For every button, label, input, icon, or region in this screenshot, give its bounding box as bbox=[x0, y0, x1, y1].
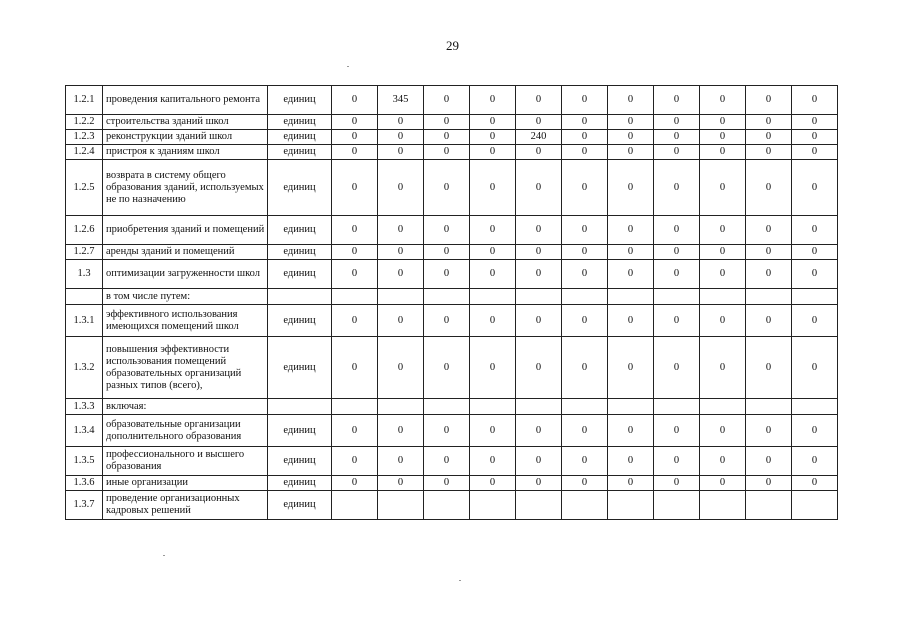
value-cell: 0 bbox=[608, 115, 654, 130]
row-description: проведение организационных кадровых решений bbox=[103, 491, 268, 520]
value-cell bbox=[378, 289, 424, 305]
row-code: 1.3.3 bbox=[66, 399, 103, 415]
value-cell bbox=[516, 399, 562, 415]
value-cell: 0 bbox=[654, 245, 700, 260]
row-description: иные организации bbox=[103, 476, 268, 491]
row-code: 1.3.2 bbox=[66, 337, 103, 399]
table-row bbox=[66, 399, 838, 415]
value-cell: 0 bbox=[470, 260, 516, 289]
value-cell bbox=[378, 491, 424, 520]
value-cell: 0 bbox=[378, 476, 424, 491]
row-unit: единиц bbox=[268, 415, 332, 447]
value-cell: 0 bbox=[332, 130, 378, 145]
value-cell: 0 bbox=[378, 130, 424, 145]
value-cell: 0 bbox=[378, 447, 424, 476]
value-cell: 0 bbox=[608, 337, 654, 399]
value-cell: 0 bbox=[746, 305, 792, 337]
value-cell: 0 bbox=[470, 145, 516, 160]
value-cell: 0 bbox=[424, 476, 470, 491]
value-cell: 0 bbox=[562, 260, 608, 289]
value-cell bbox=[700, 289, 746, 305]
value-cell: 0 bbox=[378, 115, 424, 130]
value-cell: 0 bbox=[654, 86, 700, 115]
value-cell bbox=[516, 289, 562, 305]
table-row bbox=[66, 115, 838, 130]
value-cell: 0 bbox=[332, 305, 378, 337]
row-code: 1.2.4 bbox=[66, 145, 103, 160]
value-cell: 0 bbox=[470, 305, 516, 337]
value-cell: 0 bbox=[424, 260, 470, 289]
row-code: 1.3.1 bbox=[66, 305, 103, 337]
value-cell bbox=[654, 491, 700, 520]
table-row bbox=[66, 476, 838, 491]
table-row bbox=[66, 86, 838, 115]
value-cell: 0 bbox=[470, 476, 516, 491]
value-cell: 0 bbox=[424, 245, 470, 260]
value-cell bbox=[654, 289, 700, 305]
value-cell bbox=[470, 289, 516, 305]
value-cell bbox=[608, 491, 654, 520]
value-cell: 0 bbox=[516, 476, 562, 491]
row-description: оптимизации загруженности школ bbox=[103, 260, 268, 289]
value-cell: 0 bbox=[608, 160, 654, 216]
value-cell: 0 bbox=[746, 216, 792, 245]
row-code: 1.2.1 bbox=[66, 86, 103, 115]
value-cell: 0 bbox=[332, 447, 378, 476]
value-cell: 0 bbox=[332, 245, 378, 260]
value-cell bbox=[746, 289, 792, 305]
value-cell: 0 bbox=[746, 447, 792, 476]
value-cell bbox=[562, 491, 608, 520]
row-unit: единиц bbox=[268, 216, 332, 245]
value-cell: 0 bbox=[654, 145, 700, 160]
value-cell: 0 bbox=[562, 145, 608, 160]
value-cell bbox=[332, 289, 378, 305]
value-cell: 0 bbox=[608, 145, 654, 160]
row-unit: единиц bbox=[268, 145, 332, 160]
scan-speck bbox=[163, 555, 165, 556]
value-cell: 0 bbox=[700, 145, 746, 160]
table-row bbox=[66, 130, 838, 145]
value-cell: 0 bbox=[516, 305, 562, 337]
value-cell: 0 bbox=[654, 305, 700, 337]
row-unit bbox=[268, 399, 332, 415]
value-cell: 0 bbox=[792, 245, 838, 260]
value-cell: 0 bbox=[746, 115, 792, 130]
value-cell: 0 bbox=[608, 216, 654, 245]
value-cell: 0 bbox=[424, 305, 470, 337]
value-cell bbox=[332, 491, 378, 520]
value-cell: 0 bbox=[608, 260, 654, 289]
row-description: пристроя к зданиям школ bbox=[103, 145, 268, 160]
value-cell: 0 bbox=[700, 130, 746, 145]
value-cell: 0 bbox=[516, 160, 562, 216]
value-cell: 0 bbox=[700, 260, 746, 289]
row-code: 1.3.4 bbox=[66, 415, 103, 447]
value-cell: 0 bbox=[516, 337, 562, 399]
value-cell: 0 bbox=[608, 86, 654, 115]
value-cell: 0 bbox=[608, 415, 654, 447]
value-cell: 0 bbox=[424, 115, 470, 130]
value-cell: 0 bbox=[562, 415, 608, 447]
value-cell: 0 bbox=[700, 447, 746, 476]
value-cell: 0 bbox=[700, 305, 746, 337]
row-code: 1.3.5 bbox=[66, 447, 103, 476]
value-cell: 0 bbox=[654, 216, 700, 245]
value-cell: 0 bbox=[792, 415, 838, 447]
value-cell: 0 bbox=[654, 337, 700, 399]
value-cell bbox=[470, 399, 516, 415]
value-cell: 0 bbox=[562, 86, 608, 115]
value-cell: 0 bbox=[424, 447, 470, 476]
value-cell: 0 bbox=[792, 115, 838, 130]
row-unit: единиц bbox=[268, 260, 332, 289]
table-row bbox=[66, 491, 838, 520]
value-cell bbox=[700, 399, 746, 415]
value-cell: 0 bbox=[792, 145, 838, 160]
row-unit: единиц bbox=[268, 115, 332, 130]
value-cell: 0 bbox=[470, 447, 516, 476]
row-description: в том числе путем: bbox=[103, 289, 268, 305]
value-cell: 0 bbox=[562, 130, 608, 145]
value-cell: 0 bbox=[378, 145, 424, 160]
value-cell: 0 bbox=[746, 476, 792, 491]
value-cell bbox=[792, 491, 838, 520]
value-cell: 0 bbox=[654, 476, 700, 491]
table-row bbox=[66, 447, 838, 476]
row-code: 1.3 bbox=[66, 260, 103, 289]
row-code: 1.2.2 bbox=[66, 115, 103, 130]
value-cell: 0 bbox=[562, 305, 608, 337]
value-cell: 0 bbox=[562, 216, 608, 245]
value-cell: 0 bbox=[378, 415, 424, 447]
value-cell: 0 bbox=[700, 216, 746, 245]
row-code: 1.2.6 bbox=[66, 216, 103, 245]
table-body bbox=[66, 86, 838, 520]
row-code bbox=[66, 289, 103, 305]
table-row bbox=[66, 216, 838, 245]
value-cell: 0 bbox=[792, 216, 838, 245]
table-row bbox=[66, 337, 838, 399]
value-cell: 0 bbox=[792, 160, 838, 216]
value-cell: 0 bbox=[562, 337, 608, 399]
value-cell bbox=[608, 399, 654, 415]
value-cell: 0 bbox=[378, 337, 424, 399]
row-unit: единиц bbox=[268, 337, 332, 399]
scan-speck bbox=[459, 580, 461, 581]
value-cell bbox=[378, 399, 424, 415]
value-cell: 0 bbox=[608, 130, 654, 145]
value-cell bbox=[700, 491, 746, 520]
value-cell: 0 bbox=[332, 476, 378, 491]
value-cell: 0 bbox=[470, 337, 516, 399]
value-cell bbox=[654, 399, 700, 415]
value-cell: 240 bbox=[516, 130, 562, 145]
value-cell: 0 bbox=[424, 337, 470, 399]
table-row bbox=[66, 415, 838, 447]
row-description: реконструкции зданий школ bbox=[103, 130, 268, 145]
value-cell bbox=[562, 399, 608, 415]
row-description: профессионального и высшего образования bbox=[103, 447, 268, 476]
value-cell: 0 bbox=[746, 160, 792, 216]
row-unit: единиц bbox=[268, 476, 332, 491]
value-cell bbox=[746, 491, 792, 520]
value-cell: 0 bbox=[516, 245, 562, 260]
value-cell: 0 bbox=[332, 160, 378, 216]
value-cell: 0 bbox=[470, 86, 516, 115]
value-cell: 0 bbox=[654, 130, 700, 145]
row-code: 1.2.3 bbox=[66, 130, 103, 145]
value-cell: 0 bbox=[654, 115, 700, 130]
value-cell bbox=[424, 491, 470, 520]
value-cell: 0 bbox=[332, 415, 378, 447]
value-cell: 0 bbox=[700, 415, 746, 447]
value-cell: 0 bbox=[700, 86, 746, 115]
value-cell: 0 bbox=[470, 216, 516, 245]
value-cell bbox=[470, 491, 516, 520]
row-code: 1.2.5 bbox=[66, 160, 103, 216]
value-cell: 0 bbox=[562, 447, 608, 476]
table-row bbox=[66, 160, 838, 216]
value-cell bbox=[424, 289, 470, 305]
value-cell: 0 bbox=[792, 260, 838, 289]
value-cell: 0 bbox=[700, 476, 746, 491]
value-cell: 0 bbox=[792, 337, 838, 399]
value-cell: 0 bbox=[470, 130, 516, 145]
value-cell: 0 bbox=[746, 260, 792, 289]
data-table bbox=[65, 85, 838, 520]
value-cell bbox=[562, 289, 608, 305]
value-cell bbox=[792, 289, 838, 305]
row-description: строительства зданий школ bbox=[103, 115, 268, 130]
scan-speck bbox=[347, 66, 349, 67]
value-cell: 0 bbox=[516, 260, 562, 289]
value-cell: 0 bbox=[378, 305, 424, 337]
value-cell: 0 bbox=[654, 415, 700, 447]
value-cell bbox=[424, 399, 470, 415]
value-cell: 0 bbox=[792, 476, 838, 491]
row-description: возврата в систему общего образования зданий, используемых не по назначению bbox=[103, 160, 268, 216]
value-cell: 0 bbox=[792, 447, 838, 476]
value-cell: 0 bbox=[654, 447, 700, 476]
value-cell: 0 bbox=[516, 115, 562, 130]
value-cell: 0 bbox=[424, 160, 470, 216]
value-cell: 0 bbox=[332, 145, 378, 160]
value-cell: 0 bbox=[332, 86, 378, 115]
value-cell: 0 bbox=[424, 130, 470, 145]
value-cell: 0 bbox=[608, 245, 654, 260]
table-row bbox=[66, 289, 838, 305]
value-cell: 0 bbox=[516, 86, 562, 115]
row-unit: единиц bbox=[268, 160, 332, 216]
value-cell: 0 bbox=[470, 115, 516, 130]
value-cell: 0 bbox=[562, 476, 608, 491]
value-cell: 0 bbox=[700, 160, 746, 216]
value-cell: 0 bbox=[378, 245, 424, 260]
value-cell: 0 bbox=[562, 245, 608, 260]
value-cell bbox=[746, 399, 792, 415]
value-cell: 0 bbox=[746, 337, 792, 399]
value-cell: 0 bbox=[746, 86, 792, 115]
value-cell: 0 bbox=[516, 216, 562, 245]
row-description: аренды зданий и помещений bbox=[103, 245, 268, 260]
value-cell: 0 bbox=[332, 216, 378, 245]
value-cell: 0 bbox=[470, 160, 516, 216]
value-cell: 0 bbox=[792, 305, 838, 337]
value-cell: 0 bbox=[562, 160, 608, 216]
value-cell: 345 bbox=[378, 86, 424, 115]
row-code: 1.3.6 bbox=[66, 476, 103, 491]
value-cell: 0 bbox=[746, 245, 792, 260]
value-cell: 0 bbox=[608, 476, 654, 491]
value-cell: 0 bbox=[562, 115, 608, 130]
row-description: эффективного использования имеющихся помещений школ bbox=[103, 305, 268, 337]
value-cell bbox=[608, 289, 654, 305]
row-description: повышения эффективности использования помещений образовательных организаций разных типов (всего), bbox=[103, 337, 268, 399]
value-cell: 0 bbox=[792, 86, 838, 115]
value-cell: 0 bbox=[654, 260, 700, 289]
row-description: образовательные организации дополнительного образования bbox=[103, 415, 268, 447]
row-unit: единиц bbox=[268, 245, 332, 260]
value-cell: 0 bbox=[608, 447, 654, 476]
value-cell: 0 bbox=[792, 130, 838, 145]
table-row bbox=[66, 145, 838, 160]
row-unit: единиц bbox=[268, 491, 332, 520]
row-code: 1.2.7 bbox=[66, 245, 103, 260]
value-cell: 0 bbox=[746, 145, 792, 160]
table-row bbox=[66, 305, 838, 337]
value-cell: 0 bbox=[654, 160, 700, 216]
value-cell: 0 bbox=[700, 337, 746, 399]
row-description: включая: bbox=[103, 399, 268, 415]
row-code: 1.3.7 bbox=[66, 491, 103, 520]
value-cell: 0 bbox=[424, 86, 470, 115]
table-row bbox=[66, 260, 838, 289]
value-cell: 0 bbox=[424, 145, 470, 160]
page-number: 29 bbox=[446, 38, 459, 53]
value-cell bbox=[332, 399, 378, 415]
value-cell: 0 bbox=[424, 415, 470, 447]
value-cell: 0 bbox=[378, 216, 424, 245]
row-unit: единиц bbox=[268, 447, 332, 476]
value-cell: 0 bbox=[424, 216, 470, 245]
value-cell: 0 bbox=[746, 130, 792, 145]
row-unit bbox=[268, 289, 332, 305]
value-cell: 0 bbox=[700, 115, 746, 130]
value-cell: 0 bbox=[470, 415, 516, 447]
value-cell: 0 bbox=[332, 115, 378, 130]
value-cell: 0 bbox=[332, 260, 378, 289]
row-description: приобретения зданий и помещений bbox=[103, 216, 268, 245]
value-cell: 0 bbox=[378, 260, 424, 289]
value-cell: 0 bbox=[378, 160, 424, 216]
table-row bbox=[66, 245, 838, 260]
row-unit: единиц bbox=[268, 86, 332, 115]
value-cell: 0 bbox=[332, 337, 378, 399]
value-cell: 0 bbox=[516, 415, 562, 447]
value-cell: 0 bbox=[470, 245, 516, 260]
value-cell: 0 bbox=[516, 447, 562, 476]
row-description: проведения капитального ремонта bbox=[103, 86, 268, 115]
value-cell bbox=[516, 491, 562, 520]
value-cell: 0 bbox=[746, 415, 792, 447]
value-cell bbox=[792, 399, 838, 415]
value-cell: 0 bbox=[516, 145, 562, 160]
value-cell: 0 bbox=[700, 245, 746, 260]
value-cell: 0 bbox=[608, 305, 654, 337]
row-unit: единиц bbox=[268, 305, 332, 337]
row-unit: единиц bbox=[268, 130, 332, 145]
